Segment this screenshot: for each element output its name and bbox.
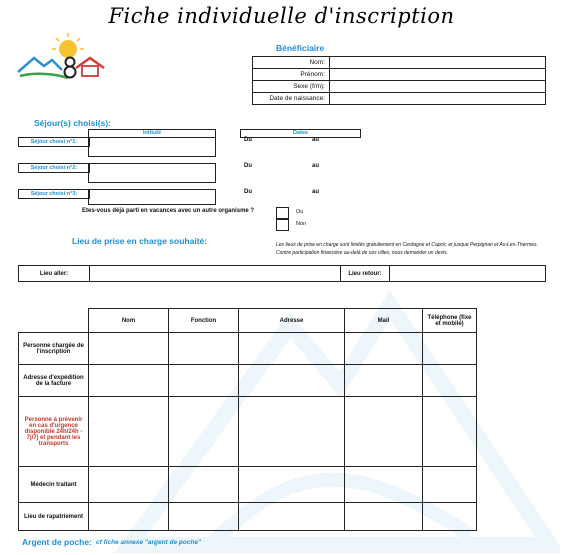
- cell[interactable]: [239, 333, 345, 365]
- intitule-header: Intitulé: [88, 129, 216, 138]
- lieu-aller-label: Lieu aller:: [19, 266, 90, 282]
- contacts-table: [18, 308, 477, 531]
- sejour-3-input[interactable]: [88, 189, 216, 205]
- cell[interactable]: [89, 333, 169, 365]
- cell[interactable]: [423, 365, 477, 397]
- cell[interactable]: [239, 503, 345, 531]
- lieu-aller-field[interactable]: [90, 266, 341, 282]
- page-title: Fiche individuelle d'inscription: [108, 4, 455, 28]
- autre-organisme-question: Etes-vous déjà parti en vacances avec un autre organisme ?: [82, 208, 255, 214]
- cell[interactable]: [169, 333, 239, 365]
- cell[interactable]: [169, 503, 239, 531]
- prenom-field[interactable]: [330, 69, 546, 81]
- beneficiaire-heading: Bénéficiaire: [276, 43, 325, 53]
- sejour-1-label-box: Séjour choisi n°1:: [18, 137, 90, 147]
- row-label-inscription: Personne chargée de l'inscription: [19, 333, 89, 365]
- cell[interactable]: [423, 333, 477, 365]
- argent-heading: Argent de poche:: [22, 537, 92, 547]
- prise-en-charge-heading: Lieu de prise en charge souhaité:: [72, 236, 208, 246]
- lieu-table: [18, 265, 546, 282]
- date-naissance-field[interactable]: [330, 93, 546, 105]
- sun-mountain-house-logo: [16, 32, 116, 84]
- nom-field[interactable]: [330, 57, 546, 69]
- sejour-1-au: au: [312, 137, 320, 143]
- cell[interactable]: [345, 503, 423, 531]
- cell[interactable]: [345, 467, 423, 503]
- sejour-2-label-box: Séjour choisi n°2:: [18, 163, 90, 173]
- oui-checkbox[interactable]: [276, 207, 289, 219]
- sejour-2-input[interactable]: [88, 163, 216, 183]
- sejours-heading: Séjour(s) choisi(s):: [34, 118, 111, 128]
- cell[interactable]: [423, 397, 477, 467]
- cell[interactable]: [239, 467, 345, 503]
- cell[interactable]: [89, 467, 169, 503]
- sejour-1-input[interactable]: [88, 137, 216, 157]
- non-checkbox[interactable]: [276, 219, 289, 231]
- sejour-1-du: Du: [244, 137, 252, 143]
- col-adresse: Adresse: [239, 309, 345, 333]
- sejour-2-du: Du: [244, 163, 252, 169]
- cell[interactable]: [345, 397, 423, 467]
- sejour-3-label-box: Séjour choisi n°3:: [18, 189, 90, 199]
- cell[interactable]: [239, 365, 345, 397]
- col-fonction: Fonction: [169, 309, 239, 333]
- row-label-rapatriement: Lieu de rapatriement: [19, 503, 89, 531]
- lieu-retour-field[interactable]: [390, 266, 546, 282]
- row-label-medecin: Médecin traitant: [19, 467, 89, 503]
- col-mail: Mail: [345, 309, 423, 333]
- col-telephone: Téléphone (fixe et mobile): [423, 309, 477, 333]
- non-label: Non: [296, 221, 307, 227]
- cell[interactable]: [423, 467, 477, 503]
- oui-label: Ou: [296, 209, 304, 215]
- cell[interactable]: [345, 365, 423, 397]
- field-label-nom: Nom:: [253, 57, 330, 69]
- cell[interactable]: [169, 397, 239, 467]
- sejour-3-du: Du: [244, 189, 252, 195]
- argent-note: cf fiche annexe "argent de poche": [96, 539, 202, 546]
- sexe-field[interactable]: [330, 81, 546, 93]
- row-label-facture: Adresse d'expédition de la facture: [19, 365, 89, 397]
- row-label-urgence: Personne à prévenir en cas d'urgence disponible 24h/24h - 7j/7j et pendant les transports: [19, 397, 89, 467]
- field-label-date-naissance: Date de naissance:: [253, 93, 330, 105]
- cell[interactable]: [169, 365, 239, 397]
- dates-header: Dates: [240, 129, 361, 138]
- field-label-sexe: Sexe (f/m):: [253, 81, 330, 93]
- cell[interactable]: [89, 503, 169, 531]
- cell[interactable]: [239, 397, 345, 467]
- sejour-3-au: au: [312, 189, 320, 195]
- field-label-prenom: Prénom:: [253, 69, 330, 81]
- lieu-retour-label: Lieu retour:: [341, 266, 390, 282]
- sejour-2-au: au: [312, 163, 320, 169]
- cell[interactable]: [345, 333, 423, 365]
- prise-en-charge-note: Les lieux de prise en charge sont limités gratuitement en Cerdagne et Capcir, et jusque Perpignan et Ax-Les-Thermes. Contre participation financière au-delà de ces villes, nous demander un devis.: [276, 242, 538, 256]
- cell[interactable]: [89, 397, 169, 467]
- cell[interactable]: [423, 503, 477, 531]
- col-nom: Nom: [89, 309, 169, 333]
- cell[interactable]: [169, 467, 239, 503]
- beneficiaire-table: [252, 56, 546, 105]
- corner-cell: [19, 309, 89, 333]
- cell[interactable]: [89, 365, 169, 397]
